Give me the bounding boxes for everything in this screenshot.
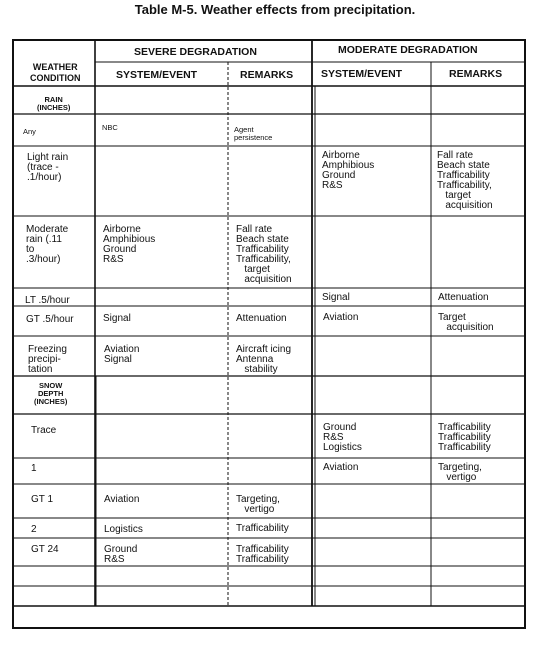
- header-severe-system-event: SYSTEM/EVENT: [116, 69, 198, 81]
- row-condition: GT 1: [31, 494, 54, 505]
- header-weather-condition: WEATHER CONDITION: [30, 62, 81, 83]
- row-condition: Any: [23, 127, 36, 136]
- section-label-snow: SNOW DEPTH (INCHES): [34, 381, 68, 406]
- row-condition: Trace: [31, 425, 57, 436]
- row-moderate-remarks: Target acquisition: [438, 312, 494, 333]
- row-condition: Freezing precipi- tation: [28, 344, 67, 375]
- row-condition: LT .5/hour: [25, 295, 70, 306]
- row-moderate-system: Airborne Amphibious Ground R&S: [322, 150, 375, 191]
- table-title: Table M-5. Weather effects from precipitation.: [134, 2, 416, 17]
- row-moderate-remarks: Fall rate Beach state Trafficability Trafficability, target acquisition: [437, 150, 493, 211]
- row-condition: Light rain (trace - .1/hour): [27, 152, 69, 183]
- row-condition: Moderate rain (.11 to .3/hour): [26, 224, 69, 265]
- row-severe-system: NBC: [102, 123, 118, 132]
- row-moderate-system: Ground R&S Logistics: [323, 422, 362, 453]
- section-label-rain: RAIN (INCHES): [37, 95, 71, 112]
- row-moderate-remarks: Targeting, vertigo: [438, 462, 482, 483]
- row-severe-system: Aviation: [104, 494, 140, 505]
- row-severe-system: Airborne Amphibious Ground R&S: [103, 224, 156, 265]
- row-moderate-remarks: Trafficability Trafficability Trafficability: [438, 422, 491, 453]
- row-severe-remarks: Trafficability: [236, 523, 289, 534]
- row-severe-remarks: Agent persistence: [234, 125, 273, 142]
- row-severe-system: Ground R&S: [104, 544, 138, 565]
- row-condition: 1: [31, 463, 37, 474]
- row-severe-remarks: Trafficability Trafficability: [236, 544, 289, 565]
- row-severe-system: Signal: [103, 313, 131, 324]
- header-severe-degradation: SEVERE DEGRADATION: [134, 46, 257, 58]
- row-moderate-system: Signal: [322, 292, 350, 303]
- header-moderate-degradation: MODERATE DEGRADATION: [338, 44, 478, 56]
- row-severe-remarks: Attenuation: [236, 313, 287, 324]
- row-moderate-remarks: Attenuation: [438, 292, 489, 303]
- header-severe-remarks: REMARKS: [240, 69, 294, 81]
- row-moderate-system: Aviation: [323, 312, 359, 323]
- row-severe-remarks: Aircraft icing Antenna stability: [236, 344, 292, 375]
- header-moderate-system-event: SYSTEM/EVENT: [321, 68, 403, 80]
- row-condition: GT .5/hour: [26, 314, 74, 325]
- row-condition: GT 24: [31, 544, 59, 555]
- row-severe-system: Aviation Signal: [104, 344, 140, 365]
- row-condition: 2: [31, 524, 37, 535]
- row-moderate-system: Aviation: [323, 462, 359, 473]
- row-severe-system: Logistics: [104, 524, 143, 535]
- row-severe-remarks: Targeting, vertigo: [236, 494, 280, 515]
- row-severe-remarks: Fall rate Beach state Trafficability Trafficability, target acquisition: [236, 224, 292, 285]
- header-moderate-remarks: REMARKS: [449, 68, 503, 80]
